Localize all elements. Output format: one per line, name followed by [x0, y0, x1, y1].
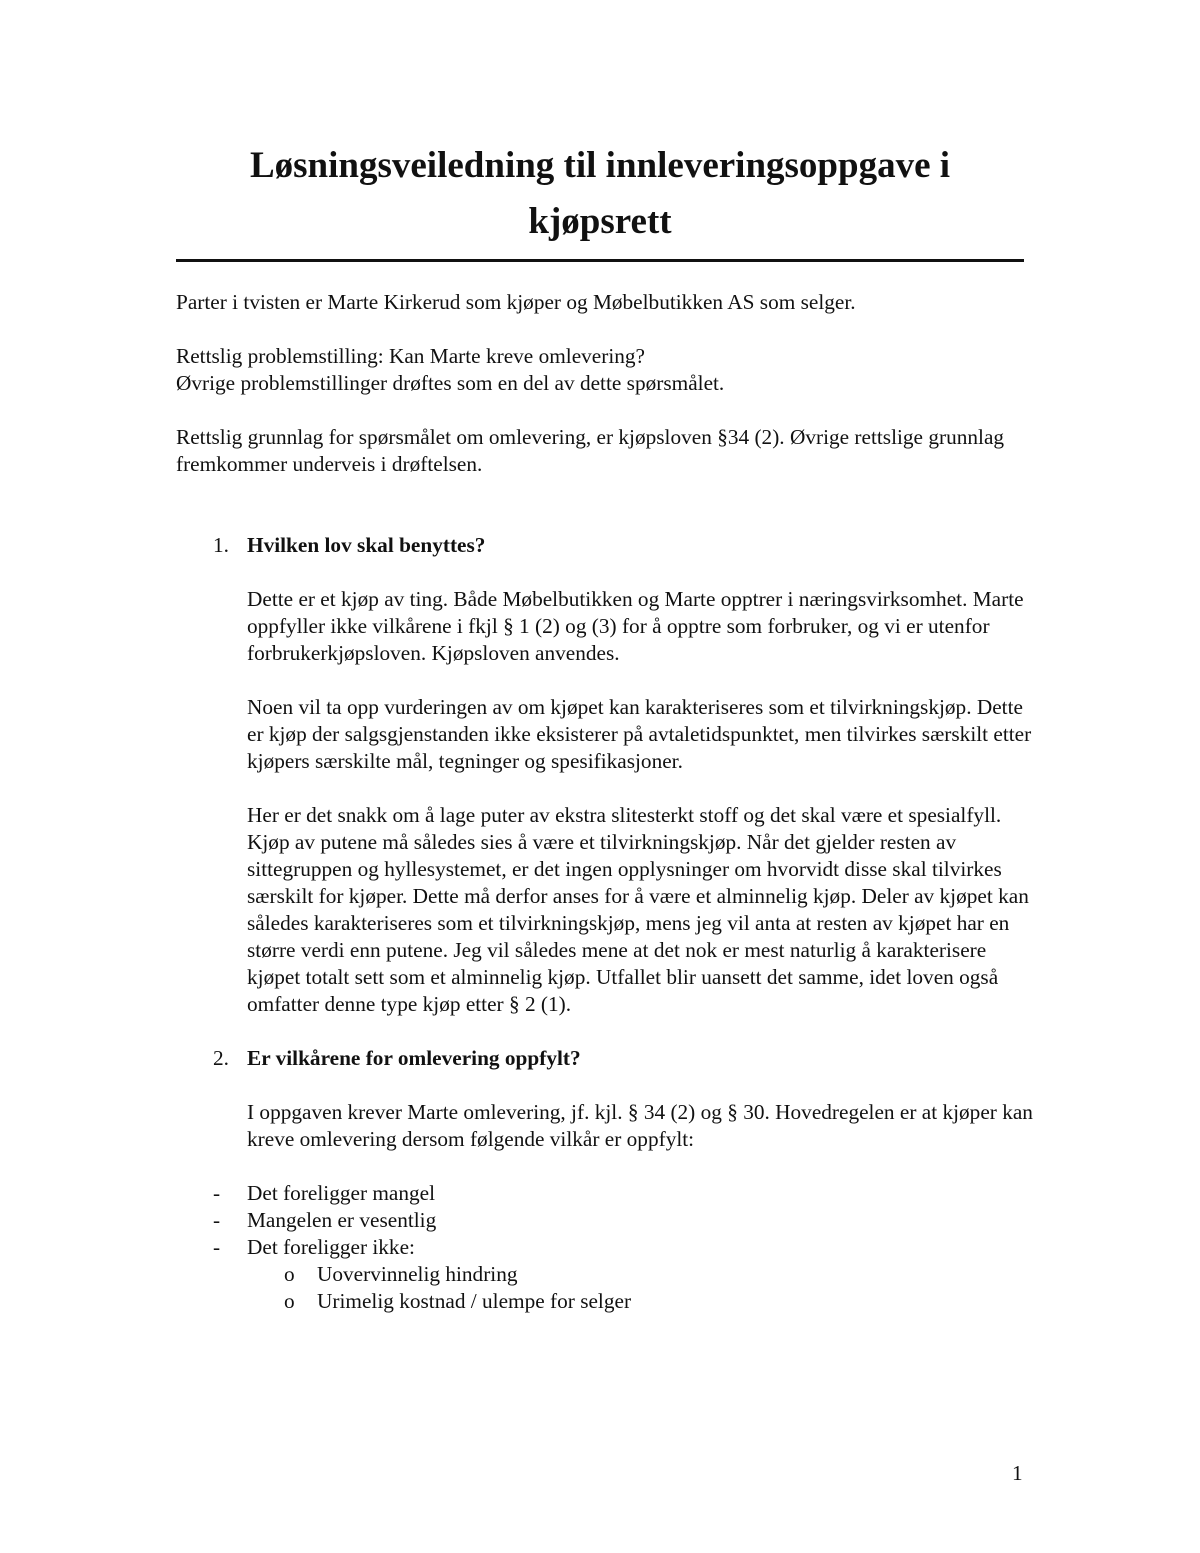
section-heading: Er vilkårene for omlevering oppfylt? — [247, 1046, 581, 1070]
section-number: 2. — [213, 1046, 229, 1070]
list-item: - Det foreligger ikke: — [213, 1235, 415, 1259]
section-number: 1. — [213, 533, 229, 557]
section-heading: Hvilken lov skal benyttes? — [247, 533, 486, 557]
section-paragraph: Her er det snakk om å lage puter av ekstra slitesterkt stoff og det skal være et spesialfyll. Kjøp av putene må således sies å være et tilvirkningskjøp. Når det gjelder resten av sittegruppen og hyllesystemet, er det ingen opplysninger om hvorvidt disse skal tilvirkes særskilt for kjøper. Dette må derfor anses for å være et alminnelig kjøp. Deler av kjøpet kan således karakteriseres som et tilvirkningskjøp, mens jeg vil anta at resten av kjøpet har en større verdi enn putene. Jeg vil således mene at det nok er mest naturlig å karakterisere kjøpet totalt sett som et alminnelig kjøp. Utfallet blir uansett det samme, idet loven også omfatter denne type kjøp etter § 2 (1). — [247, 803, 1029, 1016]
section-1 — [176, 532, 1036, 1018]
list-item: - Det foreligger mangel — [213, 1181, 436, 1205]
intro-legal-basis: Rettslig grunnlag for spørsmålet om omlevering, er kjøpsloven §34 (2). Øvrige rettslige grunnlag fremkommer underveis i drøftelsen. — [176, 425, 1005, 476]
circle-bullet: o — [284, 1262, 295, 1286]
intro-problem: Rettslig problemstilling: Kan Marte kreve omlevering? — [176, 344, 646, 368]
title-divider — [176, 259, 1024, 262]
conditions-list — [176, 1180, 1036, 1315]
page-number: 1 — [1012, 1461, 1023, 1485]
intro-parties: Parter i tvisten er Marte Kirkerud som kjøper og Møbelbutikken AS som selger. — [176, 290, 856, 314]
document-body — [176, 289, 1036, 1315]
section-paragraph: I oppgaven krever Marte omlevering, jf. kjl. § 34 (2) og § 30. Hovedregelen er at kjøper kan kreve omlevering dersom følgende vilkår er oppfylt: — [247, 1100, 1033, 1151]
sub-list-item: o Uovervinnelig hindring — [284, 1262, 518, 1286]
sub-list-item: o Urimelig kostnad / ulempe for selger — [284, 1289, 632, 1313]
list-item: - Mangelen er vesentlig — [213, 1208, 437, 1232]
document-title: Løsningsveiledning til innleveringsoppgave i kjøpsrett — [249, 145, 951, 242]
dash-bullet: - — [213, 1181, 221, 1205]
section-paragraph: Noen vil ta opp vurderingen av om kjøpet kan karakteriseres som et tilvirkningskjøp. Dette er kjøp der salgsgjenstanden ikke eksisterer på avtaletidspunktet, men tilvirkes særskilt etter kjøpers særskilte mål, tegninger og spesifikasjoner. — [247, 695, 1032, 773]
section-paragraph: Dette er et kjøp av ting. Både Møbelbutikken og Marte opptrer i næringsvirksomhet. Marte oppfyller ikke vilkårene i fkjl § 1 (2) og (3) for å opptre som forbruker, og vi er utenfor forbrukerkjøpsloven. Kjøpsloven anvendes. — [247, 587, 1024, 665]
dash-bullet: - — [213, 1235, 221, 1259]
dash-bullet: - — [213, 1208, 221, 1232]
intro-other-problems: Øvrige problemstillinger drøftes som en del av dette spørsmålet. — [176, 371, 725, 395]
circle-bullet: o — [284, 1289, 295, 1313]
section-2 — [176, 1045, 1036, 1153]
